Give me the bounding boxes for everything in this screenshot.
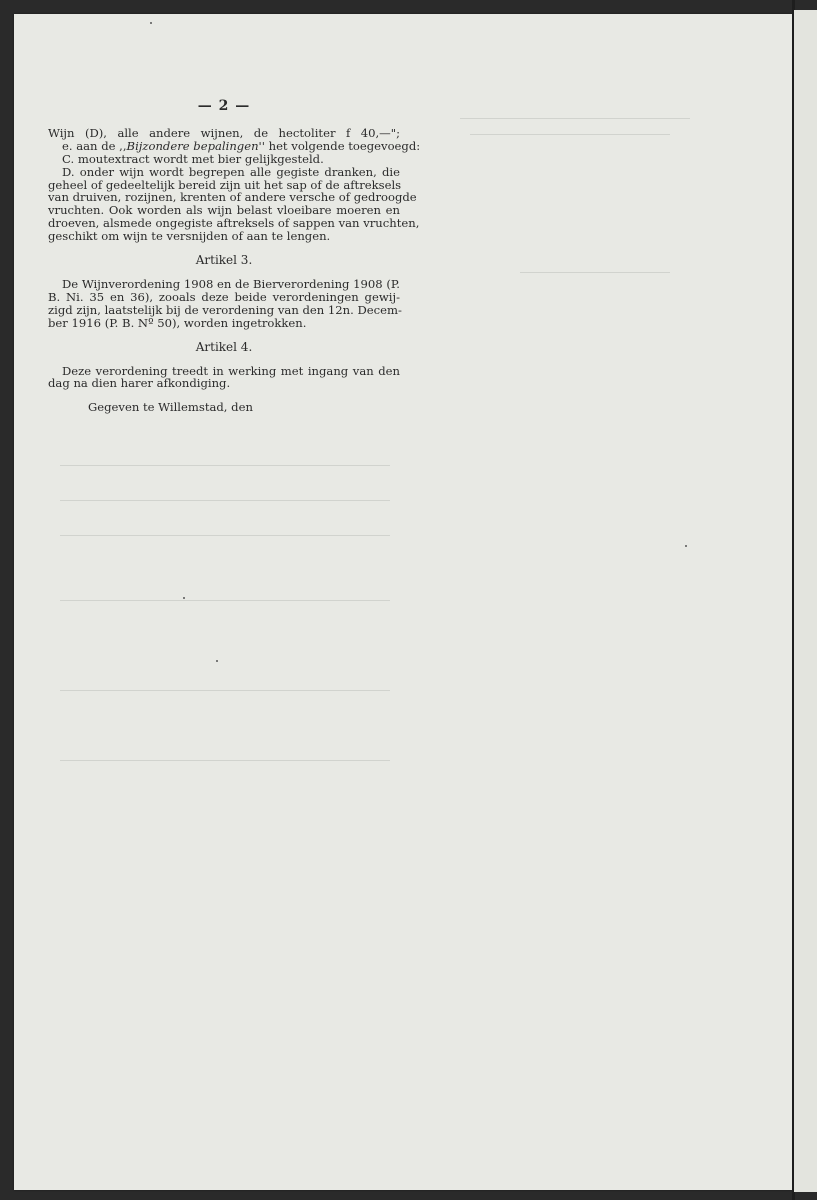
text-line: geschikt om wijn te versnijden of aan te lengen. xyxy=(48,229,331,244)
bleed-through-mark xyxy=(60,690,390,691)
document-text xyxy=(48,98,421,415)
bleed-through-mark xyxy=(460,118,690,119)
text-line: C. moutextract wordt met bier gelijkgesteld. xyxy=(62,151,324,166)
next-page-edge xyxy=(794,10,817,1192)
bleed-through-mark xyxy=(520,272,670,273)
paper-speck xyxy=(183,597,185,599)
text-span: e. aan de ,, xyxy=(62,138,127,153)
text-span: '' het volgende toegevoegd: xyxy=(258,138,421,153)
italic-title: Bijzondere bepalingen xyxy=(126,138,259,153)
bleed-through-mark xyxy=(60,600,390,601)
text-line: Wijn (D), alle andere wijnen, de hectoliter f 40,—"; xyxy=(48,125,400,140)
bleed-through-mark xyxy=(60,760,390,761)
bleed-through-mark xyxy=(60,465,390,466)
bleed-through-mark xyxy=(470,134,670,135)
paper-speck xyxy=(216,660,218,662)
text-line: vruchten. Ook worden als wijn belast vloeibare moeren en xyxy=(48,203,400,218)
article-heading: Artikel 4. xyxy=(195,339,253,354)
bleed-through-mark xyxy=(60,500,390,501)
text-line: D. onder wijn wordt begrepen alle gegiste dranken, die xyxy=(62,164,400,179)
paper-speck xyxy=(685,545,687,547)
page-number: — 2 — xyxy=(197,98,251,114)
text-line: zigd zijn, laatstelijk bij de verordening van den 12n. Decem- xyxy=(48,302,402,317)
text-line: van druiven, rozijnen, krenten of andere versche of gedroogde xyxy=(48,190,417,205)
text-line: B. Ni. 35 en 36), zooals deze beide verordeningen gewij- xyxy=(48,289,400,304)
text-line: De Wijnverordening 1908 en de Bierverordening 1908 (P. xyxy=(62,276,400,291)
text-line: ber 1916 (P. B. Nº 50), worden ingetrokken. xyxy=(48,315,307,330)
text-line: geheel of gedeeltelijk bereid zijn uit het sap of de aftreksels xyxy=(48,177,402,192)
text-line: dag na dien harer afkondiging. xyxy=(48,376,231,391)
text-line: droeven, alsmede ongegiste aftreksels of sappen van vruchten, xyxy=(48,216,420,231)
article-heading: Artikel 3. xyxy=(195,253,253,268)
text-line-italic-ref xyxy=(48,138,421,153)
closing-line: Gegeven te Willemstad, den xyxy=(88,400,253,415)
bleed-through-mark xyxy=(60,535,390,536)
text-line: Deze verordening treedt in werking met ingang van den xyxy=(62,363,400,378)
paper-speck xyxy=(150,22,152,24)
